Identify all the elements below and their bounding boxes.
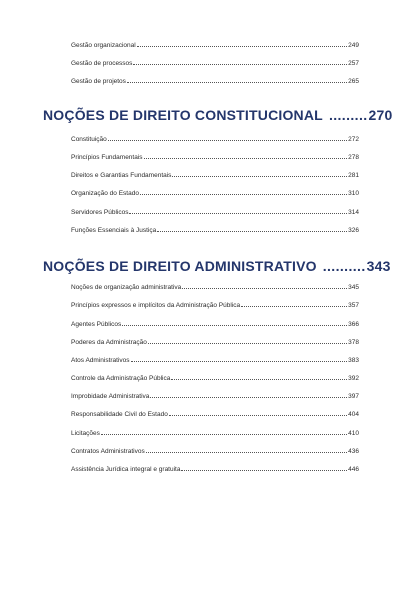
toc-entry-title: Poderes da Administração	[71, 339, 147, 346]
toc-entry[interactable]	[71, 77, 359, 86]
dot-leader	[150, 392, 347, 398]
toc-entry[interactable]	[71, 226, 359, 235]
dot-leader	[181, 465, 347, 471]
toc-entry-page: 410	[348, 430, 359, 437]
toc-entry[interactable]	[71, 189, 359, 198]
toc-entry-page: 383	[348, 357, 359, 364]
toc-entry-title: Atos Administrativos	[71, 357, 130, 364]
dot-leader	[131, 356, 348, 362]
toc-entry[interactable]	[71, 171, 359, 180]
toc-entry[interactable]	[71, 208, 359, 217]
dot-leader	[133, 59, 347, 65]
toc-entry-title: Assistência Jurídica integral e gratuita	[71, 466, 181, 473]
toc-entry-page: 278	[348, 154, 359, 161]
toc-entry-page: 281	[348, 172, 359, 179]
toc-entry-title: Improbidade Administrativa	[71, 393, 150, 400]
toc-entry-title: Responsabilidade Civil do Estado	[71, 411, 168, 418]
dot-leader	[144, 153, 348, 159]
toc-entry[interactable]	[71, 41, 359, 50]
toc-entry-page: 345	[348, 284, 359, 291]
toc-entry[interactable]	[71, 153, 359, 162]
toc-entry-page: 366	[348, 321, 359, 328]
toc-entry-title: Noções de organização administrativa	[71, 284, 182, 291]
section-dot-leader: .........	[328, 107, 368, 123]
section-page: 270	[368, 107, 393, 123]
toc-entry[interactable]	[71, 283, 359, 292]
dot-leader	[122, 320, 347, 326]
toc-entry-title: Licitações	[71, 430, 100, 437]
toc-entry-title: Direitos e Garantias Fundamentais	[71, 172, 172, 179]
toc-entry[interactable]	[71, 392, 359, 401]
toc-entry-page: 249	[348, 42, 359, 49]
dot-leader	[171, 374, 347, 380]
toc-entry[interactable]	[71, 374, 359, 383]
dot-leader	[157, 226, 347, 232]
toc-entry[interactable]	[71, 356, 359, 365]
toc-entry-title: Agentes Públicos	[71, 321, 122, 328]
toc-entry-page: 326	[348, 227, 359, 234]
dot-leader	[129, 208, 347, 214]
toc-entry-page: 257	[348, 60, 359, 67]
toc-entry-title: Gestão de processos	[71, 60, 133, 67]
toc-entry-page: 397	[348, 393, 359, 400]
section-dot-leader: ..........	[322, 258, 366, 274]
dot-leader	[241, 301, 347, 307]
dot-leader	[137, 41, 347, 47]
toc-entry-page: 404	[348, 411, 359, 418]
toc-entry-page: 392	[348, 375, 359, 382]
dot-leader	[172, 171, 347, 177]
section-title: NOÇÕES DE DIREITO ADMINISTRATIVO	[43, 258, 317, 274]
toc-entry[interactable]	[71, 410, 359, 419]
toc-entry-title: Funções Essenciais à Justiça	[71, 227, 157, 234]
section-page: 343	[366, 258, 391, 274]
dot-leader	[169, 410, 347, 416]
toc-entry[interactable]	[71, 465, 359, 474]
section-heading[interactable]	[43, 107, 393, 123]
toc-entry[interactable]	[71, 135, 359, 144]
dot-leader	[140, 189, 347, 195]
toc-entry-page: 436	[348, 448, 359, 455]
toc-entry-title: Organização do Estado	[71, 190, 139, 197]
toc-entry-page: 310	[348, 190, 359, 197]
toc-entry-title: Constituição	[71, 136, 107, 143]
toc-entry-page: 446	[348, 466, 359, 473]
toc-entry-page: 357	[348, 302, 359, 309]
toc-entry-page: 378	[348, 339, 359, 346]
toc-entry[interactable]	[71, 429, 359, 438]
toc-entry[interactable]	[71, 59, 359, 68]
toc-entry-title: Gestão de projetos	[71, 78, 126, 85]
toc-entry[interactable]	[71, 447, 359, 456]
toc-entry-page: 265	[348, 78, 359, 85]
toc-entry-title: Servidores Públicos	[71, 209, 129, 216]
section-heading[interactable]	[43, 258, 391, 274]
dot-leader	[182, 283, 347, 289]
toc-entry-title: Princípios Fundamentais	[71, 154, 143, 161]
toc-entry[interactable]	[71, 338, 359, 347]
dot-leader	[146, 447, 347, 453]
dot-leader	[101, 429, 347, 435]
toc-entry-title: Controle da Administração Pública	[71, 375, 171, 382]
toc-entry-title: Gestão organizacional	[71, 42, 136, 49]
toc-entry-page: 314	[348, 209, 359, 216]
toc-entry[interactable]	[71, 301, 359, 310]
toc-entry-title: Princípios expressos e implícitos da Administração Pública	[71, 302, 241, 309]
section-title: NOÇÕES DE DIREITO CONSTITUCIONAL	[43, 107, 323, 123]
dot-leader	[108, 135, 347, 141]
toc-entry-page: 272	[348, 136, 359, 143]
dot-leader	[148, 338, 347, 344]
toc-entry-title: Contratos Administrativos	[71, 448, 145, 455]
dot-leader	[127, 77, 347, 83]
toc-entry[interactable]	[71, 320, 359, 329]
